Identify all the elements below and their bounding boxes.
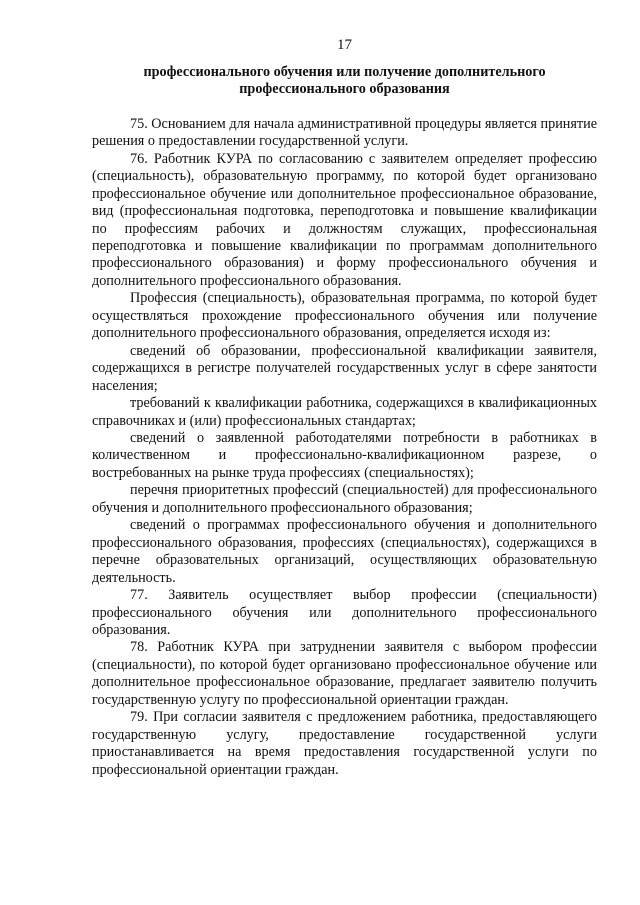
document-body: [92, 116, 597, 779]
page-number: 17: [337, 37, 352, 53]
paragraph-79: 79. При согласии заявителя с предложением работника, предоставляющего государственную услугу, предоставление государственной услуги приостанавливается на время предоставления государственной услуги по профессиональной ориентации граждан.: [92, 709, 597, 778]
paragraph-profession-criteria: Профессия (специальность), образовательная программа, по которой будет осуществляться прохождение профессионального обучения или получение дополнительного профессионального образования, определяется исходя из:: [92, 290, 597, 342]
paragraph-75: 75. Основанием для начала административной процедуры является принятие решения о предоставлении государственной услуги.: [92, 115, 597, 150]
section-heading-line-1: профессионального обучения или получение дополнительного: [143, 64, 546, 80]
list-item-priority-professions: перечня приоритетных профессий (специальностей) для профессионального обучения и дополнительного профессионального образования;: [92, 482, 597, 516]
list-item-education-info: сведений об образовании, профессиональной квалификации заявителя, содержащихся в регистре получателей государственных услуг в сфере занятости населения;: [92, 342, 597, 394]
paragraph-78: 78. Работник КУРА при затруднении заявителя с выбором профессии (специальности), по которой будет организовано профессиональное обучение или дополнительное профессиональное образование, предлагает заявителю получить государственную услугу по профессиональной ориентации граждан.: [92, 639, 597, 708]
paragraph-76: 76. Работник КУРА по согласованию с заявителем определяет профессию (специальность), образовательную программу, по которой будет организовано профессиональное обучение или дополнительное профессиональное образование, вид (профессиональная подготовка, переподготовка и повышение квалификации по профессиям рабочих и должностям служащих, профессиональная переподготовка и повышение квалификации по программам дополнительного профессионального образования) и форму профессионального обучения и дополнительного профессионального образования.: [92, 150, 597, 289]
section-heading-line-2: профессионального образования: [239, 81, 450, 98]
list-item-employer-demand: сведений о заявленной работодателями потребности в работниках в количественном и профессионально-квалификационном разрезе, о востребованных на рынке труда профессиях (специальностях);: [92, 429, 597, 481]
paragraph-77: 77. Заявитель осуществляет выбор профессии (специальности) профессионального обучения или дополнительного профессионального образования.: [92, 587, 597, 638]
list-item-program-info: сведений о программах профессионального обучения и дополнительного профессионального образования, профессиях (специальностях), содержащихся в перечне образовательных организаций, осуществляющих образовательную деятельность.: [92, 517, 597, 586]
section-heading: [92, 64, 597, 99]
list-item-qualification-requirements: требований к квалификации работника, содержащихся в квалификационных справочниках и (или) профессиональных стандартах;: [92, 395, 597, 429]
document-page: [92, 36, 597, 779]
